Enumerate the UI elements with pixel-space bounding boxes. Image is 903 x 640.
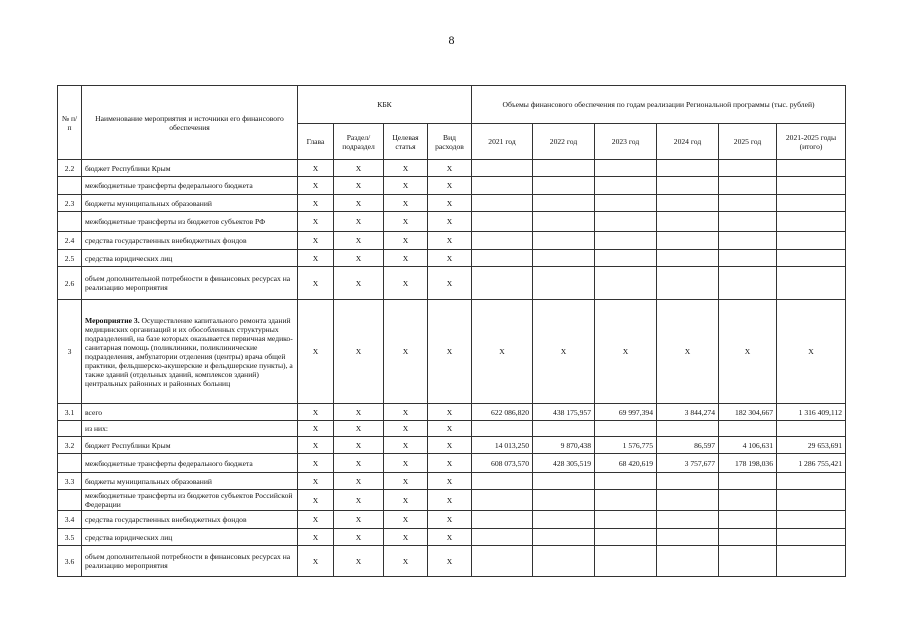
value-cell <box>472 529 533 546</box>
table-row <box>58 546 846 577</box>
kbk-cell: Х <box>384 267 428 300</box>
value-cell: Х <box>595 300 657 404</box>
kbk-cell: Х <box>298 454 334 473</box>
value-cell <box>595 212 657 232</box>
kbk-cell: Х <box>334 177 384 195</box>
value-cell: Х <box>657 300 719 404</box>
value-cell <box>595 511 657 529</box>
value-cell <box>719 212 777 232</box>
kbk-cell: Х <box>384 195 428 212</box>
kbk-cell: Х <box>428 437 472 454</box>
header-num: № п/п <box>58 86 82 160</box>
kbk-cell: Х <box>334 250 384 267</box>
header-name: Наименование мероприятия и источники его финансового обеспечения <box>82 86 298 160</box>
kbk-cell: Х <box>334 454 384 473</box>
kbk-cell: Х <box>384 437 428 454</box>
kbk-cell: Х <box>298 212 334 232</box>
value-cell <box>657 529 719 546</box>
kbk-cell: Х <box>384 473 428 490</box>
value-cell <box>777 195 846 212</box>
value-cell <box>533 267 595 300</box>
value-cell <box>472 212 533 232</box>
value-cell: 1 316 409,112 <box>777 404 846 421</box>
row-number <box>58 177 82 195</box>
row-name <box>82 250 298 267</box>
value-cell <box>595 421 657 437</box>
value-cell <box>657 267 719 300</box>
table-row <box>58 454 846 473</box>
row-number: 3.6 <box>58 546 82 577</box>
row-name-text: объем дополнительной потребности в финансовых ресурсах на реализацию мероприятия <box>85 552 291 570</box>
kbk-cell: Х <box>298 437 334 454</box>
table-row <box>58 195 846 212</box>
value-cell <box>719 232 777 250</box>
kbk-cell: Х <box>428 454 472 473</box>
table-row <box>58 177 846 195</box>
table-row <box>58 473 846 490</box>
kbk-cell: Х <box>384 300 428 404</box>
row-name <box>82 195 298 212</box>
row-name <box>82 232 298 250</box>
row-number: 2.4 <box>58 232 82 250</box>
kbk-cell: Х <box>334 212 384 232</box>
header-kbk-col: Вид расходов <box>428 124 472 160</box>
value-cell <box>533 473 595 490</box>
row-number: 2.2 <box>58 160 82 177</box>
value-cell <box>657 250 719 267</box>
kbk-cell: Х <box>428 250 472 267</box>
row-name <box>82 546 298 577</box>
value-cell <box>533 421 595 437</box>
value-cell <box>595 546 657 577</box>
row-name <box>82 267 298 300</box>
row-name-text: бюджет Республики Крым <box>85 163 171 173</box>
value-cell <box>719 160 777 177</box>
header-kbk: КБК <box>298 86 472 124</box>
value-cell <box>472 250 533 267</box>
kbk-cell: Х <box>384 404 428 421</box>
header-year-col: 2024 год <box>657 124 719 160</box>
row-name <box>82 177 298 195</box>
table-row <box>58 437 846 454</box>
kbk-cell: Х <box>428 195 472 212</box>
row-number: 3 <box>58 300 82 404</box>
kbk-cell: Х <box>334 195 384 212</box>
value-cell <box>777 490 846 511</box>
header-year-col: 2023 год <box>595 124 657 160</box>
table-row <box>58 250 846 267</box>
kbk-cell: Х <box>384 529 428 546</box>
kbk-cell: Х <box>384 454 428 473</box>
kbk-cell: Х <box>384 490 428 511</box>
value-cell <box>472 177 533 195</box>
value-cell <box>595 160 657 177</box>
value-cell: Х <box>472 300 533 404</box>
value-cell <box>657 212 719 232</box>
value-cell <box>595 267 657 300</box>
value-cell <box>533 490 595 511</box>
kbk-cell: Х <box>298 473 334 490</box>
row-name-text: межбюджетные трансферты федерального бюджета <box>85 181 253 190</box>
table-row <box>58 267 846 300</box>
kbk-cell: Х <box>428 212 472 232</box>
row-number: 3.3 <box>58 473 82 490</box>
row-name-text: межбюджетные трансферты из бюджетов субъектов Российской Федерации <box>85 491 293 509</box>
kbk-cell: Х <box>334 232 384 250</box>
value-cell <box>657 195 719 212</box>
value-cell <box>533 232 595 250</box>
header-kbk-col: Раздел/ подраздел <box>334 124 384 160</box>
row-number: 3.4 <box>58 511 82 529</box>
value-cell: 182 304,667 <box>719 404 777 421</box>
value-cell <box>472 473 533 490</box>
row-name <box>82 421 298 437</box>
value-cell <box>533 195 595 212</box>
kbk-cell: Х <box>334 511 384 529</box>
value-cell <box>719 421 777 437</box>
value-cell <box>719 511 777 529</box>
value-cell <box>777 212 846 232</box>
header-year-col: 2021-2025 годы (итого) <box>777 124 846 160</box>
value-cell: 1 286 755,421 <box>777 454 846 473</box>
kbk-cell: Х <box>298 490 334 511</box>
row-name <box>82 437 298 454</box>
row-number <box>58 490 82 511</box>
header-volume: Объемы финансового обеспечения по годам реализации Региональной программы (тыс. рублей) <box>472 86 846 124</box>
kbk-cell: Х <box>428 511 472 529</box>
table-row <box>58 212 846 232</box>
kbk-cell: Х <box>384 250 428 267</box>
value-cell <box>657 490 719 511</box>
value-cell: 438 175,957 <box>533 404 595 421</box>
row-number: 2.3 <box>58 195 82 212</box>
value-cell <box>657 421 719 437</box>
value-cell <box>719 177 777 195</box>
value-cell <box>719 529 777 546</box>
value-cell <box>472 232 533 250</box>
kbk-cell: Х <box>298 546 334 577</box>
row-name-text: бюджеты муниципальных образований <box>85 476 212 486</box>
header-kbk-col: Целевая статья <box>384 124 428 160</box>
row-name-text: всего <box>85 407 103 417</box>
kbk-cell: Х <box>428 177 472 195</box>
table-row <box>58 232 846 250</box>
value-cell <box>533 212 595 232</box>
kbk-cell: Х <box>384 546 428 577</box>
row-number: 2.5 <box>58 250 82 267</box>
value-cell: 4 106,631 <box>719 437 777 454</box>
value-cell <box>777 232 846 250</box>
value-cell <box>595 529 657 546</box>
row-name-text: из них: <box>85 424 108 433</box>
value-cell <box>719 195 777 212</box>
value-cell: 622 086,820 <box>472 404 533 421</box>
row-number: 3.1 <box>58 404 82 421</box>
kbk-cell: Х <box>428 160 472 177</box>
row-name-text: средства юридических лиц <box>85 532 173 542</box>
value-cell <box>533 250 595 267</box>
row-name <box>82 160 298 177</box>
value-cell <box>719 490 777 511</box>
value-cell: 178 198,036 <box>719 454 777 473</box>
page-number: 8 <box>448 33 455 47</box>
row-name <box>82 404 298 421</box>
kbk-cell: Х <box>334 437 384 454</box>
value-cell <box>472 160 533 177</box>
kbk-cell: Х <box>298 529 334 546</box>
value-cell <box>657 232 719 250</box>
value-cell <box>719 546 777 577</box>
row-number <box>58 421 82 437</box>
value-cell: 428 305,519 <box>533 454 595 473</box>
kbk-cell: Х <box>428 300 472 404</box>
value-cell: 3 757,677 <box>657 454 719 473</box>
kbk-cell: Х <box>334 160 384 177</box>
value-cell <box>719 250 777 267</box>
value-cell <box>777 546 846 577</box>
row-name-bold: Мероприятие 3. <box>85 315 140 325</box>
kbk-cell: Х <box>384 160 428 177</box>
kbk-cell: Х <box>384 177 428 195</box>
kbk-cell: Х <box>298 511 334 529</box>
header-year-col: 2025 год <box>719 124 777 160</box>
value-cell: 1 576,775 <box>595 437 657 454</box>
row-name-text: средства юридических лиц <box>85 253 173 263</box>
kbk-cell: Х <box>334 490 384 511</box>
value-cell <box>533 177 595 195</box>
value-cell <box>595 232 657 250</box>
value-cell <box>472 421 533 437</box>
kbk-cell: Х <box>384 511 428 529</box>
value-cell <box>657 511 719 529</box>
kbk-cell: Х <box>428 232 472 250</box>
row-name-text: бюджет Республики Крым <box>85 440 171 450</box>
table-row <box>58 511 846 529</box>
row-number: 3.5 <box>58 529 82 546</box>
kbk-cell: Х <box>334 546 384 577</box>
table-row <box>58 300 846 404</box>
kbk-cell: Х <box>298 250 334 267</box>
value-cell <box>595 490 657 511</box>
kbk-cell: Х <box>428 473 472 490</box>
kbk-cell: Х <box>428 421 472 437</box>
kbk-cell: Х <box>384 212 428 232</box>
value-cell <box>472 546 533 577</box>
value-cell <box>777 267 846 300</box>
kbk-cell: Х <box>334 473 384 490</box>
kbk-cell: Х <box>428 267 472 300</box>
kbk-cell: Х <box>298 195 334 212</box>
table-row <box>58 160 846 177</box>
kbk-cell: Х <box>428 404 472 421</box>
value-cell <box>777 421 846 437</box>
row-number: 3.2 <box>58 437 82 454</box>
table-header <box>58 86 846 160</box>
kbk-cell: Х <box>384 421 428 437</box>
value-cell: 68 420,619 <box>595 454 657 473</box>
kbk-cell: Х <box>428 529 472 546</box>
value-cell: Х <box>719 300 777 404</box>
value-cell: Х <box>533 300 595 404</box>
row-number <box>58 454 82 473</box>
value-cell <box>472 511 533 529</box>
header-kbk-col: Глава <box>298 124 334 160</box>
row-name <box>82 511 298 529</box>
row-name-text: средства государственных внебюджетных фондов <box>85 515 247 524</box>
value-cell <box>777 473 846 490</box>
kbk-cell: Х <box>428 546 472 577</box>
kbk-cell: Х <box>298 300 334 404</box>
value-cell: Х <box>777 300 846 404</box>
kbk-cell: Х <box>298 267 334 300</box>
value-cell <box>533 511 595 529</box>
value-cell <box>657 473 719 490</box>
value-cell <box>472 490 533 511</box>
value-cell <box>595 250 657 267</box>
value-cell <box>777 160 846 177</box>
table-row <box>58 421 846 437</box>
row-name-text: межбюджетные трансферты федерального бюджета <box>85 458 253 468</box>
row-number: 2.6 <box>58 267 82 300</box>
value-cell: 608 073,570 <box>472 454 533 473</box>
table-row <box>58 529 846 546</box>
kbk-cell: Х <box>334 421 384 437</box>
kbk-cell: Х <box>298 160 334 177</box>
value-cell <box>595 473 657 490</box>
value-cell: 3 844,274 <box>657 404 719 421</box>
table-row <box>58 404 846 421</box>
value-cell: 29 653,691 <box>777 437 846 454</box>
row-name <box>82 473 298 490</box>
table-row <box>58 490 846 511</box>
value-cell <box>657 160 719 177</box>
value-cell <box>657 177 719 195</box>
kbk-cell: Х <box>334 300 384 404</box>
value-cell: 86,597 <box>657 437 719 454</box>
table-body <box>58 160 846 577</box>
row-name <box>82 529 298 546</box>
value-cell <box>777 250 846 267</box>
kbk-cell: Х <box>334 529 384 546</box>
header-year-col: 2021 год <box>472 124 533 160</box>
kbk-cell: Х <box>384 232 428 250</box>
value-cell <box>533 546 595 577</box>
kbk-cell: Х <box>334 404 384 421</box>
value-cell <box>657 546 719 577</box>
kbk-cell: Х <box>334 267 384 300</box>
value-cell <box>595 195 657 212</box>
row-name-text: межбюджетные трансферты из бюджетов субъектов РФ <box>85 217 266 226</box>
row-name-text: бюджеты муниципальных образований <box>85 198 212 208</box>
row-name <box>82 212 298 232</box>
kbk-cell: Х <box>298 421 334 437</box>
value-cell <box>719 473 777 490</box>
kbk-cell: Х <box>298 404 334 421</box>
financing-table <box>57 85 846 577</box>
value-cell: 14 013,250 <box>472 437 533 454</box>
row-name-text: объем дополнительной потребности в финансовых ресурсах на реализацию мероприятия <box>85 274 291 292</box>
value-cell <box>777 529 846 546</box>
row-name-text: средства государственных внебюджетных фондов <box>85 236 247 245</box>
kbk-cell: Х <box>298 177 334 195</box>
kbk-cell: Х <box>428 490 472 511</box>
value-cell: 69 997,394 <box>595 404 657 421</box>
row-name <box>82 454 298 473</box>
row-name <box>82 490 298 511</box>
header-year-col: 2022 год <box>533 124 595 160</box>
value-cell <box>472 195 533 212</box>
value-cell <box>595 177 657 195</box>
row-name-text: Осуществление капитального ремонта зданий медицинских организаций и их обособленных структурных подразделений, на базе которых оказывается первичная медико-санитарная помощь (поликлиники, поликлинические подразделения, амбулатории отделения (центры) врача общей практики, фельдшерско-акушерские и фельдшерские пункты), а также зданий (отдельных зданий, комплексов зданий) центральных районных и районных больниц <box>85 315 293 388</box>
kbk-cell: Х <box>298 232 334 250</box>
row-number <box>58 212 82 232</box>
value-cell <box>472 267 533 300</box>
value-cell <box>777 177 846 195</box>
value-cell <box>533 529 595 546</box>
value-cell: 9 870,438 <box>533 437 595 454</box>
value-cell <box>777 511 846 529</box>
row-name <box>82 300 298 404</box>
value-cell <box>719 267 777 300</box>
value-cell <box>533 160 595 177</box>
